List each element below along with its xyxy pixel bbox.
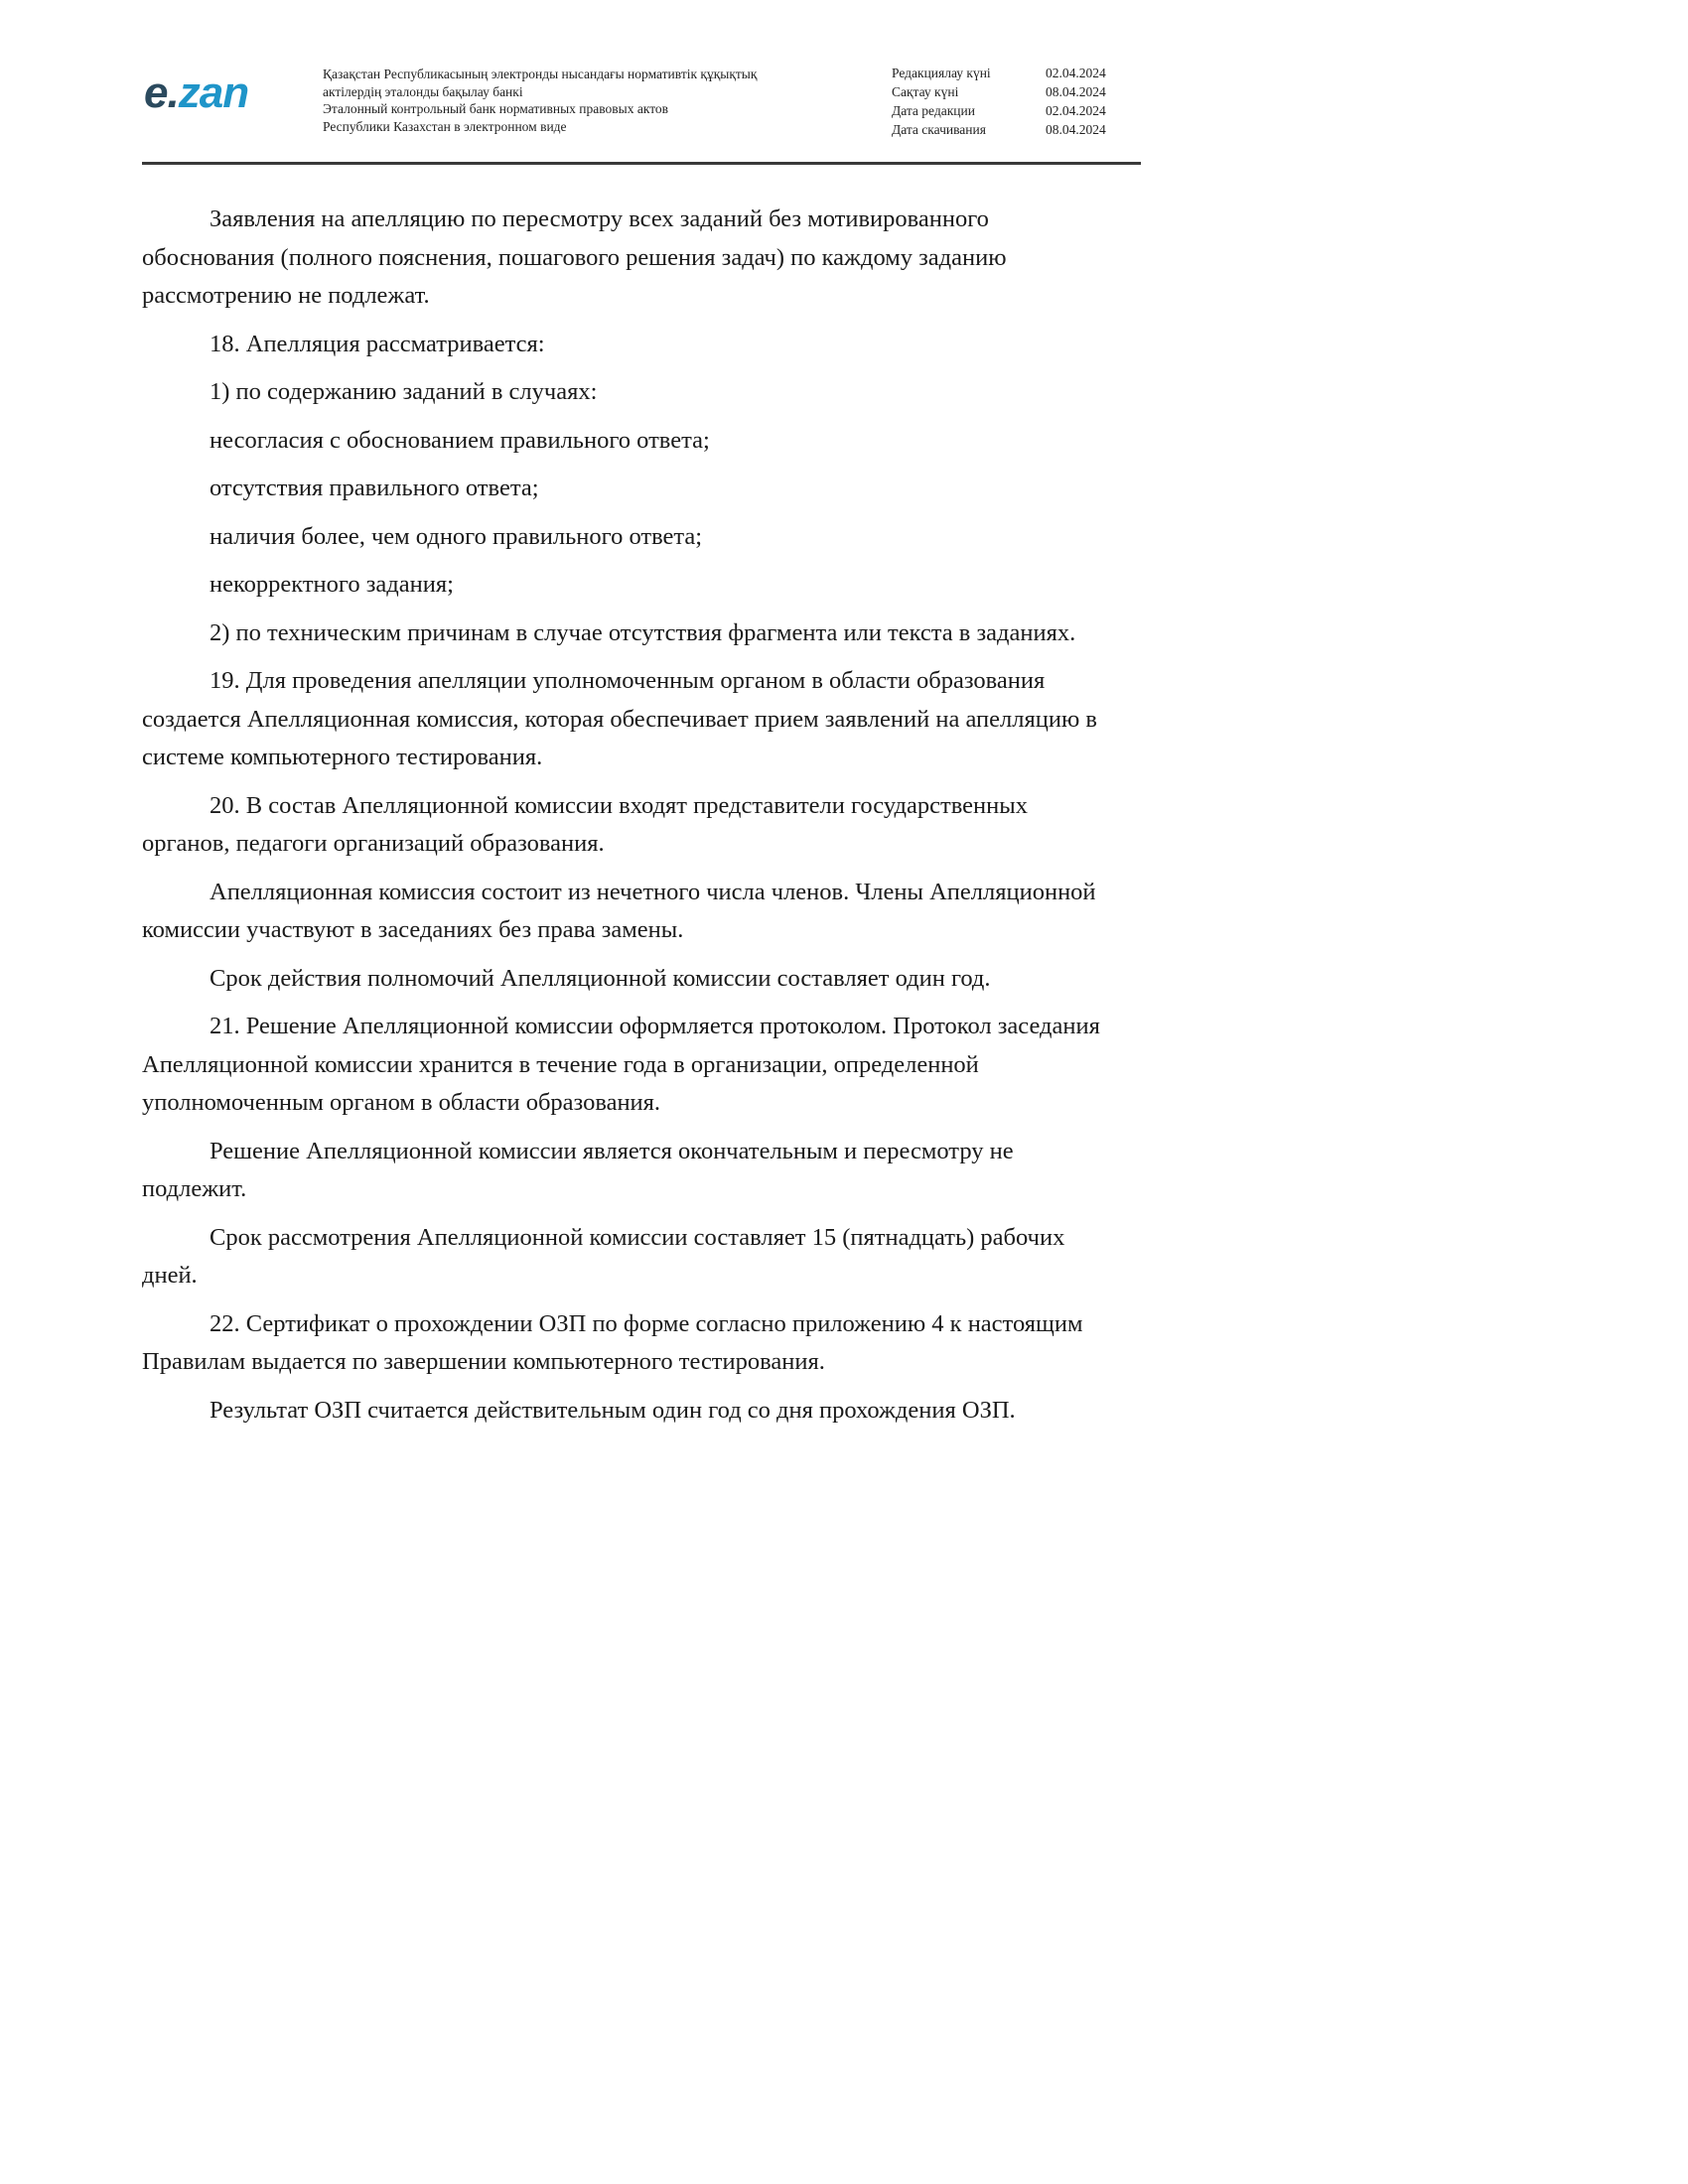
meta-label: Дата редакции <box>892 103 975 118</box>
paragraph: 22. Сертификат о прохождении ОЗП по форме согласно приложению 4 к настоящим Правилам выдается по завершении компьютерного тестирования. <box>142 1309 1083 1375</box>
bank-title-line: Эталонный контрольный банк нормативных правовых актов <box>323 101 669 116</box>
meta-value: 08.04.2024 <box>1046 122 1106 137</box>
header-divider <box>142 162 1141 165</box>
paragraph: наличия более, чем одного правильного ответа; <box>210 522 703 550</box>
meta-row-download-date-ru <box>892 120 1140 139</box>
paragraph: 20. В состав Апелляционной комиссии входят представители государственных органов, педагоги организаций образования. <box>142 791 1028 857</box>
paragraph: 19. Для проведения апелляции уполномоченным органом в области образования создается Апелляционная комиссия, которая обеспечивает прием заявлений на апелляцию в системе компьютерного тестирования. <box>142 667 1097 770</box>
meta-value: 02.04.2024 <box>1046 66 1106 80</box>
paragraph: отсутствия правильного ответа; <box>210 475 539 501</box>
paragraph: Решение Апелляционной комиссии является окончательным и пересмотру не подлежит. <box>142 1137 1014 1202</box>
meta-row-edit-date-kz <box>892 64 1140 82</box>
bank-title <box>323 66 859 135</box>
paragraph: Заявления на апелляцию по пересмотру всех заданий без мотивированного обоснования (полного пояснения, пошагового решения задач) по каждому заданию рассмотрению не подлежат. <box>142 205 1007 309</box>
bank-title-line: актілердің эталонды бақылау банкі <box>323 83 523 99</box>
paragraph: 1) по содержанию заданий в случаях: <box>210 378 598 405</box>
meta-label: Дата скачивания <box>892 122 986 137</box>
document-header <box>142 62 1139 161</box>
logo-zan: zan <box>178 68 249 117</box>
meta-label: Сақтау күні <box>892 84 959 99</box>
document-body <box>142 201 1105 1439</box>
meta-label: Редакциялау күні <box>892 66 991 80</box>
meta-row-edit-date-ru <box>892 101 1140 120</box>
document-meta <box>892 64 1140 139</box>
bank-title-line: Қазақстан Республикасының электронды нысандағы нормативтік құқықтық <box>323 67 758 81</box>
logo-dot: . <box>167 68 179 117</box>
paragraph: Срок рассмотрения Апелляционной комиссии составляет 15 (пятнадцать) рабочих дней. <box>142 1223 1065 1289</box>
paragraph: Результат ОЗП считается действительным один год со дня прохождения ОЗП. <box>210 1396 1016 1424</box>
paragraph: 21. Решение Апелляционной комиссии оформляется протоколом. Протокол заседания Апелляционной комиссии хранится в течение года в организации, определенной уполномоченным органом в области образования. <box>142 1013 1100 1116</box>
ezan-logo[interactable] <box>144 68 249 117</box>
meta-value: 08.04.2024 <box>1046 84 1106 99</box>
paragraph: 2) по техническим причинам в случае отсутствия фрагмента или текста в заданиях. <box>210 618 1076 646</box>
bank-title-line: Республики Казахстан в электронном виде <box>323 118 567 134</box>
paragraph: Апелляционная комиссия состоит из нечетного числа членов. Члены Апелляционной комиссии участвуют в заседаниях без права замены. <box>142 878 1096 943</box>
paragraph: некорректного задания; <box>210 571 454 598</box>
paragraph: несогласия с обоснованием правильного ответа; <box>210 426 710 454</box>
meta-value: 02.04.2024 <box>1046 103 1106 118</box>
logo-e: e <box>144 68 168 117</box>
paragraph: Срок действия полномочий Апелляционной комиссии составляет один год. <box>210 964 991 992</box>
paragraph: 18. Апелляция рассматривается: <box>210 330 545 357</box>
meta-row-save-date-kz <box>892 82 1140 101</box>
